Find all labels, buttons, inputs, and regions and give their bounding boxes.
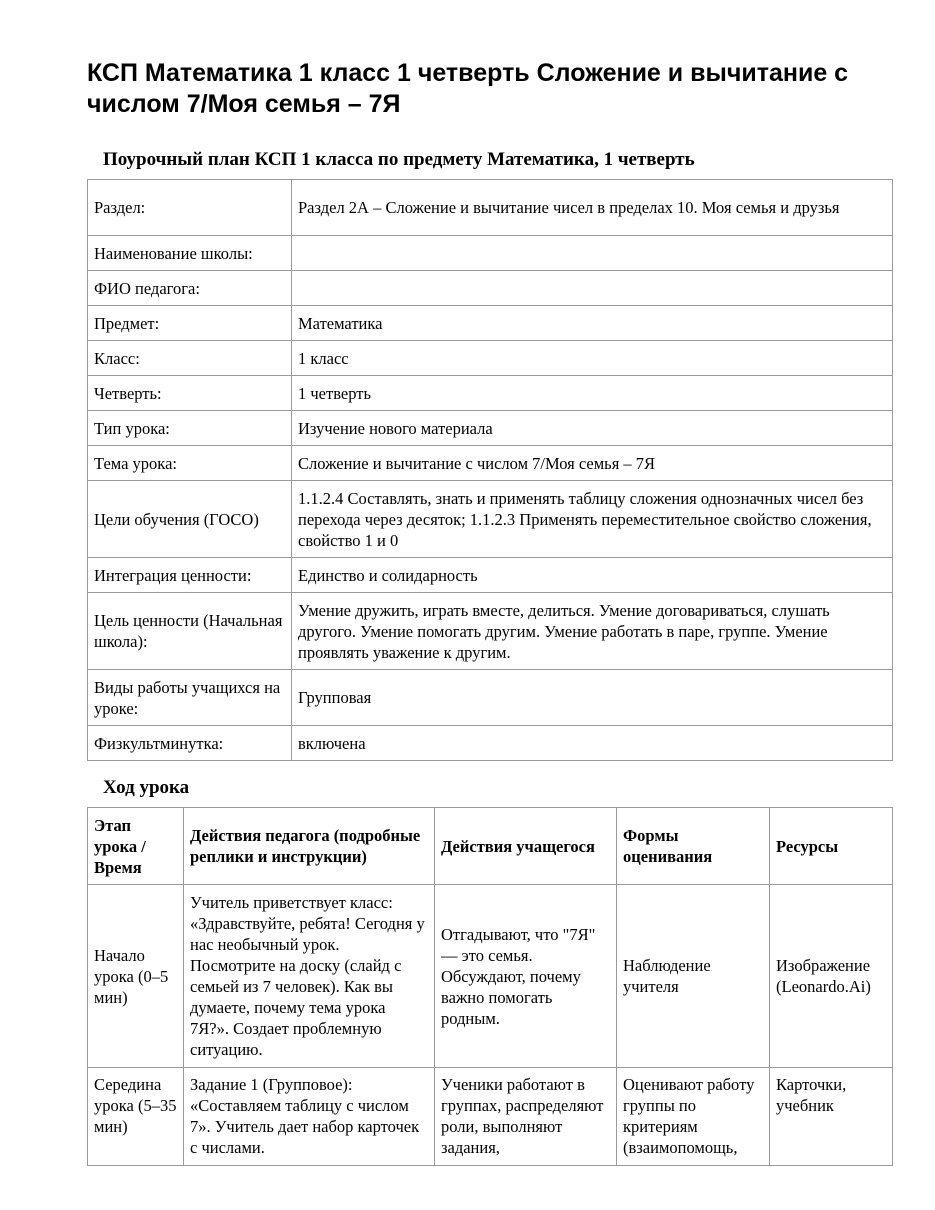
info-key: Раздел:: [88, 180, 292, 236]
stage-cell: Начало урока (0–5 мин): [88, 885, 184, 1068]
student-actions-cell: Отгадывают, что "7Я" — это семья. Обсуждают, почему важно помогать родным.: [435, 885, 617, 1068]
table-row: [88, 593, 893, 670]
info-key: Физкультминутка:: [88, 726, 292, 761]
info-value: Умение дружить, играть вместе, делиться. Умение договариваться, слушать другого. Умение помогать другим. Умение работать в паре, группе. Умение проявлять уважение к другим.: [292, 593, 893, 670]
lesson-info-table: [87, 179, 893, 761]
table-row: [88, 411, 893, 446]
column-header-teacher-actions: Действия педагога (подробные реплики и инструкции): [184, 808, 435, 885]
teacher-actions-cell: Задание 1 (Групповое): «Составляем таблицу с числом 7». Учитель дает набор карточек с числами.: [184, 1068, 435, 1166]
info-value: 1 класс: [292, 341, 893, 376]
info-value: [292, 271, 893, 306]
info-key: Предмет:: [88, 306, 292, 341]
table-row: [88, 558, 893, 593]
info-value: [292, 236, 893, 271]
table-row: [88, 670, 893, 726]
teacher-actions-cell: Учитель приветствует класс: «Здравствуйте, ребята! Сегодня у нас необычный урок. Посмотрите на доску (слайд с семьей из 7 человек). Как вы думаете, почему тема урока 7Я?». Создает проблемную ситуацию.: [184, 885, 435, 1068]
column-header-student-actions: Действия учащегося: [435, 808, 617, 885]
table-row: [88, 180, 893, 236]
column-header-stage: Этап урока / Время: [88, 808, 184, 885]
info-key: Тип урока:: [88, 411, 292, 446]
table-row: [88, 885, 893, 1068]
table-header-row: [88, 808, 893, 885]
info-key: Цели обучения (ГОСО): [88, 481, 292, 558]
table-row: [88, 481, 893, 558]
table-row: [88, 306, 893, 341]
stage-cell: Середина урока (5–35 мин): [88, 1068, 184, 1166]
info-value: 1.1.2.4 Составлять, знать и применять таблицу сложения однозначных чисел без перехода через десяток; 1.1.2.3 Применять переместительное свойство сложения, свойство 1 и 0: [292, 481, 893, 558]
info-key: Виды работы учащихся на уроке:: [88, 670, 292, 726]
resources-cell: Изображение (Leonardo.Ai): [770, 885, 893, 1068]
info-key: Наименование школы:: [88, 236, 292, 271]
lesson-flow-table: [87, 807, 893, 1166]
column-header-resources: Ресурсы: [770, 808, 893, 885]
plan-subtitle: Поурочный план КСП 1 класса по предмету Математика, 1 четверть: [103, 149, 695, 170]
table-row: [88, 341, 893, 376]
table-row: [88, 236, 893, 271]
table-row: [88, 446, 893, 481]
info-key: Класс:: [88, 341, 292, 376]
info-value: 1 четверть: [292, 376, 893, 411]
info-value: Единство и солидарность: [292, 558, 893, 593]
student-actions-cell: Ученики работают в группах, распределяют роли, выполняют задания,: [435, 1068, 617, 1166]
document-title: КСП Математика 1 класс 1 четверть Сложение и вычитание с числом 7/Моя семья – 7Я: [87, 59, 849, 118]
info-value: Изучение нового материала: [292, 411, 893, 446]
info-key: Тема урока:: [88, 446, 292, 481]
info-value: включена: [292, 726, 893, 761]
table-row: [88, 271, 893, 306]
table-row: [88, 376, 893, 411]
lesson-flow-heading: Ход урока: [103, 777, 190, 798]
assessment-cell: Оценивают работу группы по критериям (взаимопомощь,: [617, 1068, 770, 1166]
table-row: [88, 726, 893, 761]
assessment-cell: Наблюдение учителя: [617, 885, 770, 1068]
info-key: Четверть:: [88, 376, 292, 411]
table-row: [88, 1068, 893, 1166]
resources-cell: Карточки, учебник: [770, 1068, 893, 1166]
info-key: ФИО педагога:: [88, 271, 292, 306]
info-value: Раздел 2А – Сложение и вычитание чисел в пределах 10. Моя семья и друзья: [292, 180, 893, 236]
info-value: Математика: [292, 306, 893, 341]
info-value: Групповая: [292, 670, 893, 726]
info-key: Интеграция ценности:: [88, 558, 292, 593]
info-key: Цель ценности (Начальная школа):: [88, 593, 292, 670]
info-value: Сложение и вычитание с числом 7/Моя семья – 7Я: [292, 446, 893, 481]
column-header-assessment: Формы оценивания: [617, 808, 770, 885]
